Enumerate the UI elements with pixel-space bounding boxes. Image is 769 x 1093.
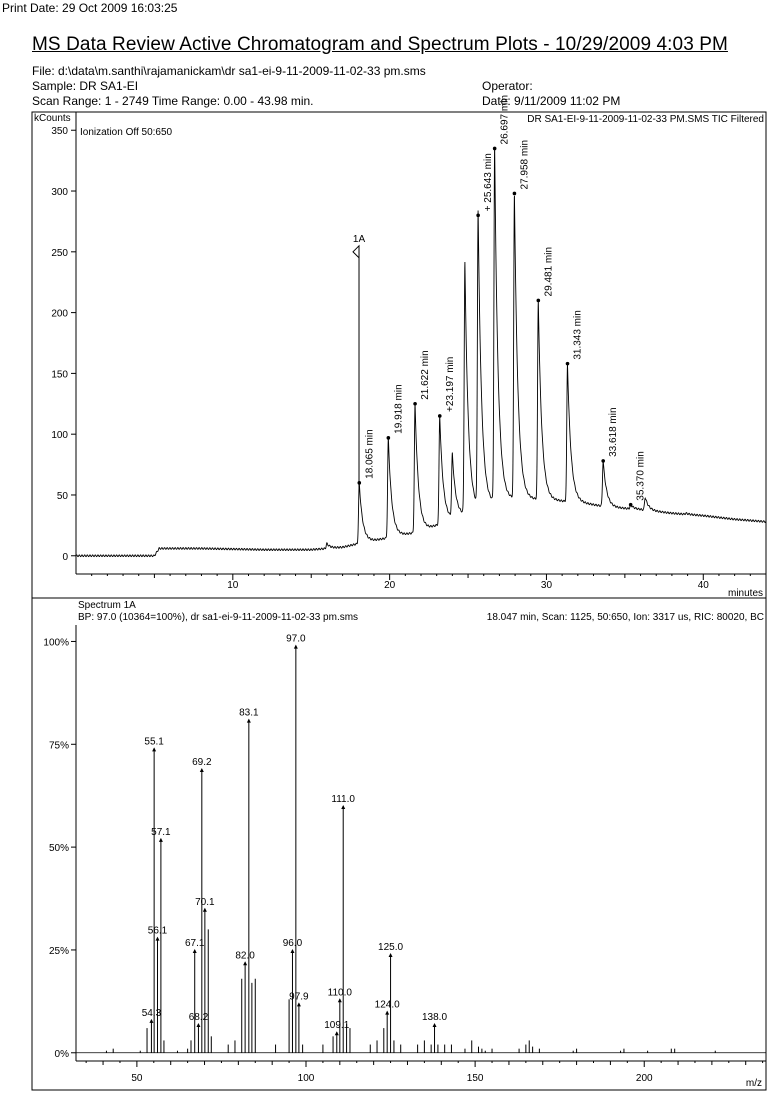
spectrum-y-tick-label: 25% [48, 945, 69, 957]
spectrum-peak-label: 57.1 [151, 826, 171, 838]
chromatogram-peak-label: 26.697 min [499, 94, 511, 145]
spectrum-peak-arrow [335, 1031, 339, 1035]
spectrum-peak-label: 83.1 [239, 707, 259, 719]
spectrum-peak-label: 97.9 [289, 991, 309, 1003]
spectrum-panel [32, 598, 766, 1090]
chromatogram-y-tick-label: 100 [51, 430, 68, 442]
chromatogram-peak-marker [413, 402, 417, 406]
spectrum-peak-arrow [290, 949, 294, 953]
spectrum-peak-arrow [433, 1023, 437, 1027]
chromatogram-x-tick-label: 40 [697, 580, 709, 591]
chromatogram-peak-marker [537, 299, 541, 303]
spectrum-y-tick-label: 100% [43, 637, 69, 649]
acquisition-date: Date: 9/11/2009 11:02 PM [482, 94, 621, 108]
scan-range: Scan Range: 1 - 2749 Time Range: 0.00 - 43.98 min. [32, 94, 314, 108]
chromatogram-peak-marker [387, 436, 391, 440]
chromatogram-peak-marker [493, 147, 497, 151]
scan-marker-label: 1A [352, 233, 366, 245]
spectrum-peak-arrow [200, 768, 204, 772]
print-date: Print Date: 29 Oct 2009 16:03:25 [2, 1, 178, 15]
spectrum-peak-arrow [156, 937, 160, 941]
chromatogram-x-tick-label: 30 [540, 580, 553, 591]
chromatogram-peak-label: +23.197 min [444, 356, 456, 412]
chromatogram-x-tick-label: 20 [384, 580, 396, 591]
spectrum-x-tick-label: 50 [131, 1073, 143, 1084]
spectrum-peak-label: 54.3 [141, 1007, 162, 1019]
scan-marker-triangle [353, 246, 359, 258]
chromatogram-y-tick-label: 150 [51, 369, 68, 381]
chromatogram-title: DR SA1-EI-9-11-2009-11-02-33 PM.SMS TIC Filtered [527, 114, 764, 125]
chromatogram-y-tick-label: 350 [51, 126, 68, 138]
chromatogram-y-tick-label: 300 [51, 187, 68, 199]
spectrum-peak-label: 96.0 [282, 937, 303, 949]
spectrum-peak-arrow [203, 908, 207, 912]
chromatogram-peak-label: 19.918 min [393, 384, 405, 434]
chromatogram-y-tick-label: 50 [56, 490, 68, 502]
spectrum-peak-arrow [338, 998, 342, 1002]
spectrum-peak-arrow [196, 1023, 200, 1027]
spectrum-y-tick-label: 75% [48, 740, 69, 752]
spectrum-peak-label: 56.1 [147, 925, 168, 937]
spectrum-peak-label: 68.2 [188, 1011, 209, 1023]
spectrum-peak-label: 55.1 [144, 736, 164, 748]
spectrum-peak-label: 110.0 [327, 987, 352, 999]
chromatogram-x-tick-label: 10 [227, 580, 239, 591]
spectrum-subtitle-left: BP: 97.0 (10364=100%), dr sa1-ei-9-11-2009-11-02-33 pm.sms [78, 612, 359, 623]
chromatogram-peak-label: 33.618 min [608, 407, 620, 457]
chromatogram-y-label: kCounts [34, 113, 71, 124]
spectrum-peak-arrow [341, 805, 345, 809]
chromatogram-peak-label: 31.343 min [572, 310, 584, 360]
spectrum-x-tick-label: 200 [635, 1073, 653, 1084]
spectrum-peak-label: 124.0 [374, 999, 400, 1011]
chromatogram-peak-marker [438, 414, 442, 418]
spectrum-peak-arrow [297, 1002, 301, 1006]
spectrum-peak-label: 97.0 [286, 633, 306, 645]
spectrum-x-tick-label: 100 [297, 1073, 315, 1084]
spectrum-peak-arrow [243, 961, 247, 965]
spectrum-x-label: m/z [745, 1078, 762, 1089]
spectrum-peak-arrow [294, 645, 298, 649]
chromatogram-peak-marker [629, 503, 633, 507]
spectrum-peak-arrow [149, 1019, 153, 1023]
operator: Operator: [482, 79, 533, 93]
sample-name: Sample: DR SA1-EI [32, 79, 139, 93]
chromatogram-frame [32, 112, 766, 598]
chromatogram-peak-marker [601, 459, 605, 463]
spectrum-peak-label: 125.0 [378, 942, 404, 954]
chromatogram-x-label: minutes [727, 588, 763, 599]
chromatogram-peak-label: 18.065 min [364, 429, 376, 479]
chromatogram-annotation: Ionization Off 50:650 [80, 127, 173, 138]
spectrum-peak-label: 138.0 [422, 1011, 448, 1023]
spectrum-peak-label: 111.0 [331, 793, 355, 805]
chromatogram-peak-marker [566, 362, 570, 366]
chromatogram-peak-marker [513, 192, 517, 196]
chromatogram-peak-marker [476, 214, 480, 218]
spectrum-peak-arrow [152, 747, 156, 751]
spectrum-y-tick-label: 0% [54, 1048, 69, 1060]
spectrum-peak-arrow [247, 719, 251, 723]
spectrum-peak-label: 109.1 [324, 1020, 350, 1032]
spectrum-subtitle-right: 18.047 min, Scan: 1125, 50:650, Ion: 3317 us, RIC: 80020, BC [486, 612, 764, 623]
spectrum-peak-label: 70.1 [195, 896, 215, 908]
spectrum-peak-arrow [389, 953, 393, 957]
file-path: File: d:\data\m.santhi\rajamanickam\dr sa1-ei-9-11-2009-11-02-33 pm.sms [32, 64, 426, 78]
chromatogram-peak-label: 27.958 min [519, 139, 531, 190]
spectrum-peak-label: 69.2 [192, 756, 212, 768]
spectrum-peak-label: 67.1 [184, 937, 205, 949]
spectrum-x-tick-label: 150 [466, 1073, 484, 1084]
chromatogram-peak-label: + 25.643 min [483, 153, 495, 212]
chromatogram-y-tick-label: 200 [51, 308, 68, 320]
report-title: MS Data Review Active Chromatogram and Spectrum Plots - 10/29/2009 4:03 PM [32, 34, 728, 55]
spectrum-peak-arrow [159, 838, 163, 842]
spectrum-peak-label: 82.0 [235, 950, 255, 962]
chromatogram-y-tick-label: 250 [51, 247, 68, 259]
spectrum-title: Spectrum 1A [78, 600, 136, 611]
chromatogram-y-tick-label: 0 [62, 551, 68, 563]
chromatogram-panel [32, 95, 766, 599]
chromatogram-peak-label: 29.481 min [543, 246, 555, 297]
chromatogram-peak-label: 21.622 min [420, 350, 432, 400]
spectrum-peak-arrow [193, 949, 197, 953]
spectrum-y-tick-label: 50% [48, 843, 69, 855]
spectrum-peak-arrow [385, 1011, 389, 1015]
chromatogram-peak-label: 35.370 min [635, 451, 647, 501]
